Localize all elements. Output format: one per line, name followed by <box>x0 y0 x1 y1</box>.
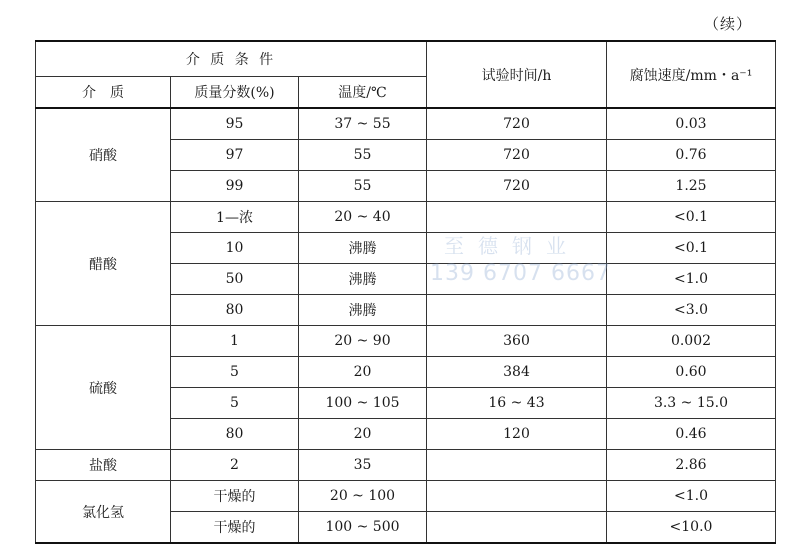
corrosion-rate-cell: <0.1 <box>607 202 776 233</box>
temperature-cell: 沸腾 <box>299 233 427 264</box>
temperature-cell: 沸腾 <box>299 295 427 326</box>
watermark-phone: 139 6707 6667 <box>430 261 611 286</box>
corrosion-rate-cell: <1.0 <box>607 264 776 295</box>
test-time-cell <box>427 264 607 295</box>
corrosion-rate-cell: 1.25 <box>607 171 776 202</box>
concentration-cell: 1 <box>171 326 299 357</box>
temperature-cell: 100 ~ 105 <box>299 388 427 419</box>
corrosion-rate-cell: <1.0 <box>607 481 776 512</box>
test-time-cell <box>427 450 607 481</box>
test-time-cell: 120 <box>427 419 607 450</box>
concentration-cell: 5 <box>171 357 299 388</box>
temperature-cell: 沸腾 <box>299 264 427 295</box>
concentration-cell: 97 <box>171 140 299 171</box>
corrosion-rate-cell: 0.46 <box>607 419 776 450</box>
concentration-cell: 99 <box>171 171 299 202</box>
temperature-cell: 20 <box>299 419 427 450</box>
concentration-cell: 干燥的 <box>171 481 299 512</box>
corrosion-rate-cell: <3.0 <box>607 295 776 326</box>
test-time-cell: 720 <box>427 140 607 171</box>
test-time-cell <box>427 481 607 512</box>
corrosion-table <box>35 40 776 544</box>
temperature-cell: 37 ~ 55 <box>299 108 427 140</box>
medium-cell: 盐酸 <box>36 450 171 481</box>
concentration-cell: 50 <box>171 264 299 295</box>
header-conditions: 介 质 条 件 <box>36 41 427 77</box>
test-time-cell: 16 ~ 43 <box>427 388 607 419</box>
header-medium: 介 质 <box>36 77 171 109</box>
concentration-cell: 80 <box>171 295 299 326</box>
table-row <box>36 326 776 357</box>
test-time-cell: 720 <box>427 171 607 202</box>
medium-cell: 硝酸 <box>36 108 171 202</box>
table-row <box>36 481 776 512</box>
corrosion-rate-cell: 3.3 ~ 15.0 <box>607 388 776 419</box>
medium-cell: 氯化氢 <box>36 481 171 544</box>
temperature-cell: 20 ~ 40 <box>299 202 427 233</box>
temperature-cell: 35 <box>299 450 427 481</box>
header-test-time: 试验时间/h <box>427 41 607 108</box>
temperature-cell: 100 ~ 500 <box>299 512 427 544</box>
concentration-cell: 10 <box>171 233 299 264</box>
medium-cell: 醋酸 <box>36 202 171 326</box>
corrosion-rate-cell: 0.76 <box>607 140 776 171</box>
medium-cell: 硫酸 <box>36 326 171 450</box>
corrosion-rate-cell: 2.86 <box>607 450 776 481</box>
header-corrosion-rate: 腐蚀速度/mm・a⁻¹ <box>607 41 776 108</box>
corrosion-rate-cell: <10.0 <box>607 512 776 544</box>
concentration-cell: 5 <box>171 388 299 419</box>
temperature-cell: 55 <box>299 140 427 171</box>
corrosion-rate-cell: <0.1 <box>607 233 776 264</box>
test-time-cell: 360 <box>427 326 607 357</box>
corrosion-rate-cell: 0.60 <box>607 357 776 388</box>
table-row <box>36 450 776 481</box>
concentration-cell: 80 <box>171 419 299 450</box>
continued-label: （续） <box>704 15 753 33</box>
test-time-cell <box>427 512 607 544</box>
header-concentration: 质量分数(%) <box>171 77 299 109</box>
test-time-cell: 384 <box>427 357 607 388</box>
concentration-cell: 干燥的 <box>171 512 299 544</box>
table-row <box>36 202 776 233</box>
watermark-name: 至德钢业 <box>444 234 580 258</box>
corrosion-rate-cell: 0.03 <box>607 108 776 140</box>
concentration-cell: 1—浓 <box>171 202 299 233</box>
header-temperature: 温度/℃ <box>299 77 427 109</box>
temperature-cell: 20 ~ 90 <box>299 326 427 357</box>
corrosion-rate-cell: 0.002 <box>607 326 776 357</box>
temperature-cell: 55 <box>299 171 427 202</box>
concentration-cell: 2 <box>171 450 299 481</box>
test-time-cell <box>427 295 607 326</box>
concentration-cell: 95 <box>171 108 299 140</box>
temperature-cell: 20 ~ 100 <box>299 481 427 512</box>
table-row <box>36 108 776 140</box>
temperature-cell: 20 <box>299 357 427 388</box>
test-time-cell <box>427 202 607 233</box>
test-time-cell: 720 <box>427 108 607 140</box>
test-time-cell <box>427 233 607 264</box>
